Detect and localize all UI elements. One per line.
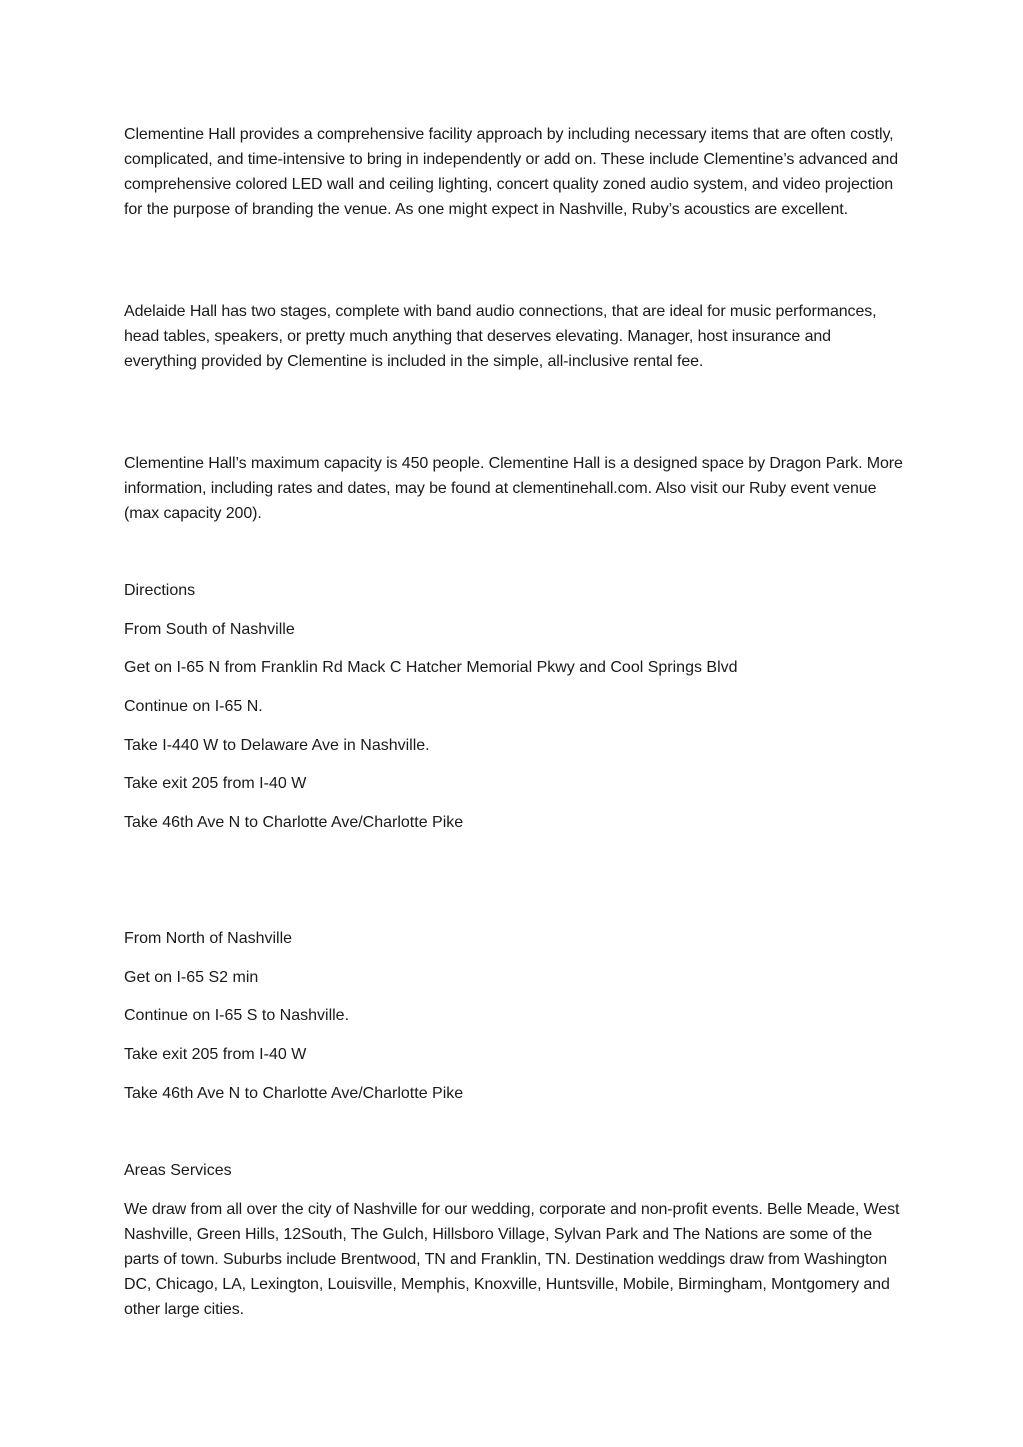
north-directions-heading: From North of Nashville <box>124 930 293 947</box>
south-step: Take I-440 W to Delaware Ave in Nashville. <box>124 737 430 754</box>
north-step: Continue on I-65 S to Nashville. <box>124 1007 350 1024</box>
south-directions-heading: From South of Nashville <box>124 621 295 638</box>
intro-paragraph-facility: Clementine Hall provides a comprehensive facility approach by including necessary items that are often costly, complicated, and time-intensive to bring in independently or add on. These include Clementine’s advanced and comprehensive colored LED wall and ceiling lighting, concert quality zoned audio system, and video projection for the purpose of branding the venue. As one might expect in Nashville, Ruby’s acoustics are excellent. <box>124 126 898 218</box>
north-step: Take exit 205 from I-40 W <box>124 1046 307 1063</box>
intro-paragraph-capacity: Clementine Hall’s maximum capacity is 450 people. Clementine Hall is a designed space by Dragon Park. More information, including rates and dates, may be found at clementinehall.com. Also visit our Ruby event venue (max capacity 200). <box>124 455 903 522</box>
north-step: Take 46th Ave N to Charlotte Ave/Charlotte Pike <box>124 1085 464 1102</box>
south-step: Get on I-65 N from Franklin Rd Mack C Hatcher Memorial Pkwy and Cool Springs Blvd <box>124 659 738 676</box>
south-step: Take exit 205 from I-40 W <box>124 775 307 792</box>
document-page <box>124 0 904 1447</box>
south-step: Take 46th Ave N to Charlotte Ave/Charlotte Pike <box>124 814 464 831</box>
areas-services-heading: Areas Services <box>124 1162 232 1179</box>
intro-paragraph-stages: Adelaide Hall has two stages, complete with band audio connections, that are ideal for music performances, head tables, speakers, or pretty much anything that deserves elevating. Manager, host insurance and everything provided by Clementine is included in the simple, all-inclusive rental fee. <box>124 303 877 370</box>
areas-services-paragraph: We draw from all over the city of Nashville for our wedding, corporate and non-profit events. Belle Meade, West Nashville, Green Hills, 12South, The Gulch, Hillsboro Village, Sylvan Park and The Nations are some of the parts of town. Suburbs include Brentwood, TN and Franklin, TN. Destination weddings draw from Washington DC, Chicago, LA, Lexington, Louisville, Memphis, Knoxville, Huntsville, Mobile, Birmingham, Montgomery and other large cities. <box>124 1201 900 1318</box>
south-step: Continue on I-65 N. <box>124 698 263 715</box>
directions-heading: Directions <box>124 582 196 599</box>
north-step: Get on I-65 S2 min <box>124 969 259 986</box>
